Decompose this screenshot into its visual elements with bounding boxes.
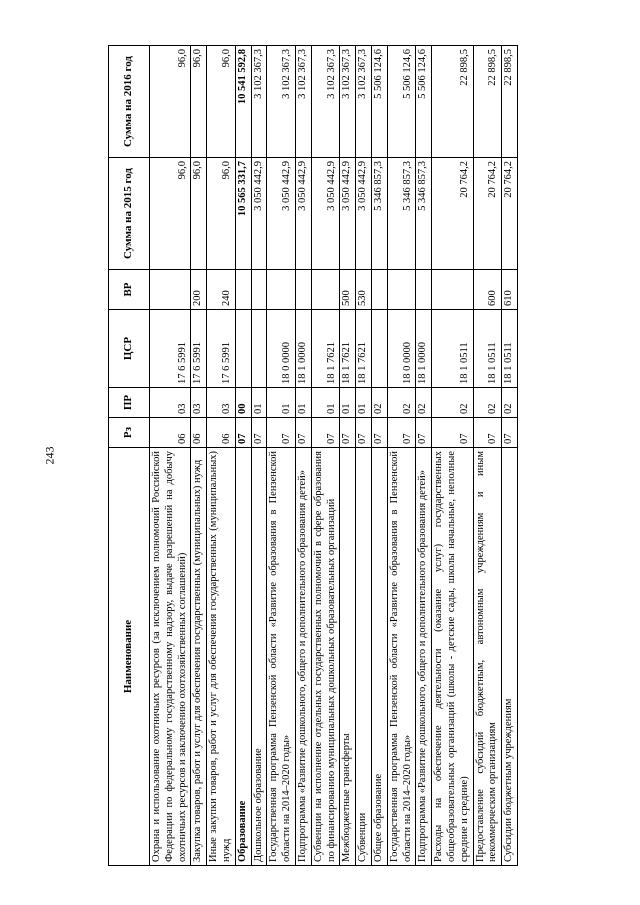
table-row [267, 46, 296, 866]
table-row [340, 46, 356, 866]
cell-sum-2015: 20 764,2 [502, 158, 518, 270]
cell-pr: 02 [502, 388, 518, 418]
cell-rz: 07 [267, 418, 296, 448]
cell-name: Общее образование [371, 448, 387, 866]
table-row [371, 46, 387, 866]
cell-pr: 00 [235, 388, 251, 418]
cell-vr: 240 [207, 270, 236, 310]
table-row [387, 46, 416, 866]
cell-pr: 01 [267, 388, 296, 418]
page-number: 243 [42, 446, 57, 465]
cell-csr: 18 1 0511 [432, 310, 473, 388]
table-row [295, 46, 311, 866]
cell-csr: 17 6 5991 [191, 310, 207, 388]
cell-vr [295, 270, 311, 310]
cell-sum-2016: 22 898,5 [432, 46, 473, 158]
cell-pr: 01 [251, 388, 267, 418]
budget-table-container [108, 46, 568, 866]
cell-vr: 500 [340, 270, 356, 310]
cell-rz: 07 [356, 418, 372, 448]
header-rz: Рз [109, 418, 150, 448]
table-row [311, 46, 340, 866]
cell-rz: 07 [416, 418, 432, 448]
cell-name: Межбюджетные трансферты [340, 448, 356, 866]
cell-name: Дошкольное образование [251, 448, 267, 866]
cell-vr [432, 270, 473, 310]
table-row [191, 46, 207, 866]
cell-sum-2015: 5 346 857,3 [416, 158, 432, 270]
cell-vr: 600 [473, 270, 502, 310]
cell-sum-2016: 22 898,5 [473, 46, 502, 158]
cell-sum-2015: 96,0 [150, 158, 191, 270]
header-pr: ПР [109, 388, 150, 418]
header-name: Наименование [109, 448, 150, 866]
cell-name: Охрана и использование охотничьих ресурсов (за исключением полномочий Российской Федерации по федеральному государственному надзору, выдаче разрешений на добычу охотничьих ресурсов и заключению охотхозяйственных соглашений) [150, 448, 191, 866]
cell-sum-2016: 3 102 367,3 [340, 46, 356, 158]
cell-vr: 610 [502, 270, 518, 310]
cell-csr [235, 310, 251, 388]
cell-name: Субсидии бюджетным учреждениям [502, 448, 518, 866]
cell-vr: 530 [356, 270, 372, 310]
cell-sum-2016: 10 541 592,8 [235, 46, 251, 158]
cell-name: Подпрограмма «Развитие дошкольного, общего и дополнительного образования детей» [295, 448, 311, 866]
table-row [251, 46, 267, 866]
cell-csr: 18 1 0000 [295, 310, 311, 388]
cell-name: Иные закупки товаров, работ и услуг для обеспечения государственных (муниципальных) нужд [207, 448, 236, 866]
cell-sum-2016: 22 898,5 [502, 46, 518, 158]
cell-sum-2016: 5 506 124,6 [416, 46, 432, 158]
cell-rz: 07 [371, 418, 387, 448]
table-row [356, 46, 372, 866]
cell-sum-2016: 96,0 [150, 46, 191, 158]
header-sum-2016: Сумма на 2016 год [109, 46, 150, 158]
cell-sum-2015: 10 565 331,7 [235, 158, 251, 270]
cell-rz: 07 [387, 418, 416, 448]
cell-pr: 01 [311, 388, 340, 418]
cell-sum-2016: 96,0 [207, 46, 236, 158]
cell-rz: 07 [311, 418, 340, 448]
cell-sum-2016: 5 506 124,6 [387, 46, 416, 158]
cell-sum-2015: 5 346 857,3 [371, 158, 387, 270]
cell-pr: 02 [432, 388, 473, 418]
cell-sum-2016: 3 102 367,3 [267, 46, 296, 158]
cell-sum-2015: 3 050 442,9 [295, 158, 311, 270]
cell-csr: 18 1 0511 [473, 310, 502, 388]
header-sum-2015: Сумма на 2015 год [109, 158, 150, 270]
cell-pr: 01 [295, 388, 311, 418]
cell-pr: 03 [207, 388, 236, 418]
cell-csr: 18 0 0000 [387, 310, 416, 388]
cell-name: Предоставление субсидий бюджетным, автономным учреждениям и иным некоммерческим организациям [473, 448, 502, 866]
cell-rz: 06 [191, 418, 207, 448]
cell-vr [311, 270, 340, 310]
cell-sum-2015: 3 050 442,9 [267, 158, 296, 270]
cell-csr: 18 1 7621 [340, 310, 356, 388]
table-row [502, 46, 518, 866]
cell-sum-2015: 3 050 442,9 [251, 158, 267, 270]
table-row [150, 46, 191, 866]
cell-vr [267, 270, 296, 310]
cell-vr [387, 270, 416, 310]
cell-vr [416, 270, 432, 310]
cell-rz: 07 [340, 418, 356, 448]
cell-vr: 200 [191, 270, 207, 310]
cell-sum-2015: 3 050 442,9 [356, 158, 372, 270]
cell-rz: 07 [473, 418, 502, 448]
cell-sum-2015: 96,0 [207, 158, 236, 270]
cell-name: Субвенции на исполнение отдельных государственных полномочий в сфере образования по финансированию муниципальных дошкольных образовательных организаций [311, 448, 340, 866]
cell-pr: 02 [416, 388, 432, 418]
cell-name: Образование [235, 448, 251, 866]
cell-csr: 18 1 7621 [356, 310, 372, 388]
cell-csr [371, 310, 387, 388]
table-row [235, 46, 251, 866]
table-row [473, 46, 502, 866]
cell-csr: 18 0 0000 [267, 310, 296, 388]
cell-sum-2015: 5 346 857,3 [387, 158, 416, 270]
cell-rz: 07 [502, 418, 518, 448]
cell-pr: 03 [191, 388, 207, 418]
table-row [432, 46, 473, 866]
cell-rz: 07 [235, 418, 251, 448]
budget-table [108, 45, 518, 866]
cell-csr: 18 1 0511 [502, 310, 518, 388]
table-row [416, 46, 432, 866]
cell-sum-2016: 3 102 367,3 [295, 46, 311, 158]
cell-name: Расходы на обеспечение деятельности (оказание услуг) государственных общеобразовательных организаций (школы - детские сады, школы начальные, неполные средние и средние) [432, 448, 473, 866]
cell-rz: 07 [251, 418, 267, 448]
cell-pr: 02 [473, 388, 502, 418]
cell-sum-2015: 3 050 442,9 [340, 158, 356, 270]
cell-sum-2016: 5 506 124,6 [371, 46, 387, 158]
cell-csr [251, 310, 267, 388]
table-row [207, 46, 236, 866]
cell-rz: 07 [432, 418, 473, 448]
table-body [150, 46, 518, 866]
cell-vr [371, 270, 387, 310]
cell-sum-2016: 3 102 367,3 [311, 46, 340, 158]
cell-pr: 02 [387, 388, 416, 418]
cell-vr [235, 270, 251, 310]
cell-csr: 18 1 0000 [416, 310, 432, 388]
cell-pr: 02 [371, 388, 387, 418]
cell-sum-2015: 20 764,2 [473, 158, 502, 270]
cell-rz: 06 [207, 418, 236, 448]
cell-name: Подпрограмма «Развитие дошкольного, общего и дополнительного образования детей» [416, 448, 432, 866]
header-vr: ВР [109, 270, 150, 310]
cell-pr: 01 [356, 388, 372, 418]
cell-sum-2015: 3 050 442,9 [311, 158, 340, 270]
cell-name: Закупка товаров, работ и услуг для обеспечения государственных (муниципальных) нужд [191, 448, 207, 866]
cell-csr: 18 1 7621 [311, 310, 340, 388]
cell-sum-2016: 3 102 367,3 [356, 46, 372, 158]
cell-name: Государственная программа Пензенской области «Развитие образования в Пензенской области на 2014–2020 годы» [387, 448, 416, 866]
cell-sum-2015: 96,0 [191, 158, 207, 270]
cell-pr: 03 [150, 388, 191, 418]
header-csr: ЦСР [109, 310, 150, 388]
cell-rz: 06 [150, 418, 191, 448]
cell-pr: 01 [340, 388, 356, 418]
cell-vr [150, 270, 191, 310]
cell-name: Государственная программа Пензенской области «Развитие образования в Пензенской области на 2014–2020 годы» [267, 448, 296, 866]
cell-sum-2016: 96,0 [191, 46, 207, 158]
cell-vr [251, 270, 267, 310]
table-header-row [109, 46, 150, 866]
cell-sum-2016: 3 102 367,3 [251, 46, 267, 158]
cell-rz: 07 [295, 418, 311, 448]
cell-csr: 17 6 5991 [207, 310, 236, 388]
cell-csr: 17 6 5991 [150, 310, 191, 388]
cell-sum-2015: 20 764,2 [432, 158, 473, 270]
cell-name: Субвенции [356, 448, 372, 866]
